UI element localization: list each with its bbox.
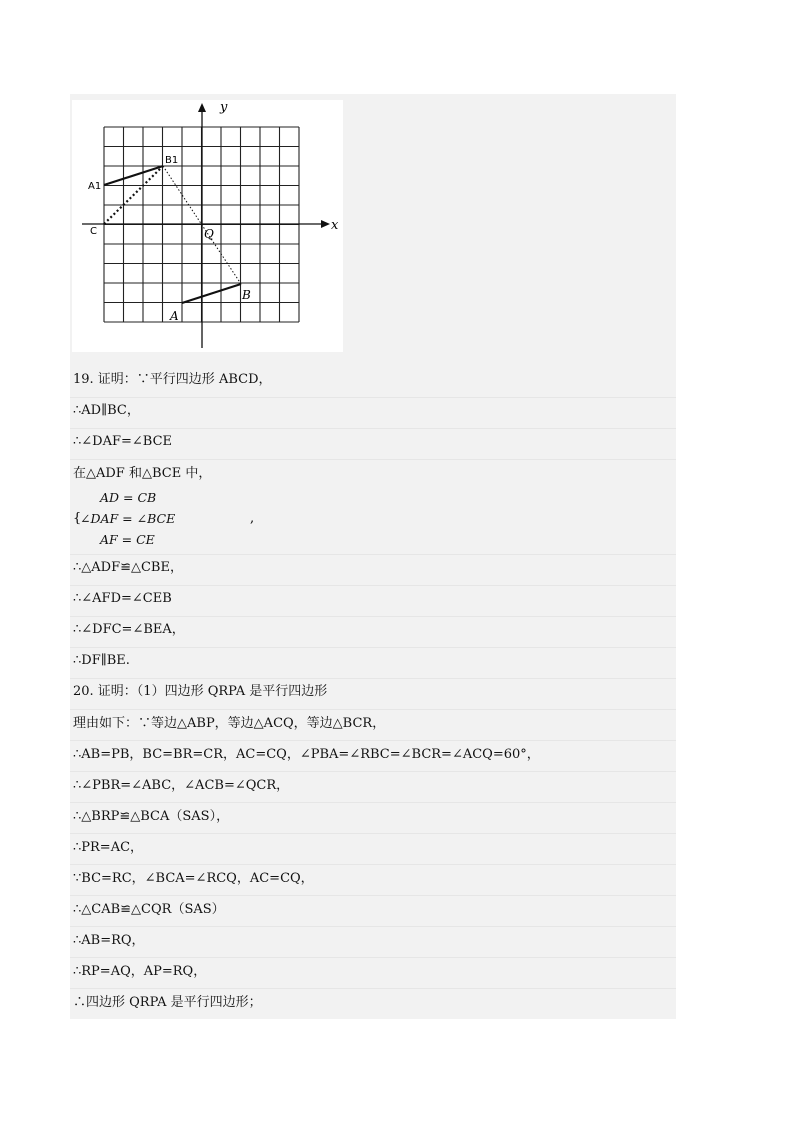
label-B1: B1 xyxy=(165,155,179,166)
system-row-3: AF = CE xyxy=(100,532,155,547)
proof-line: ∴DF∥BE. xyxy=(73,653,130,668)
system-brace: { xyxy=(73,511,82,526)
label-C: C xyxy=(90,226,97,237)
system-tail: , xyxy=(250,511,255,526)
label-A1: A1 xyxy=(88,181,102,192)
proof-line: ∴△ADF≌△CBE， xyxy=(73,560,183,575)
line-divider xyxy=(70,397,676,398)
proof-line: 19. 证明：∵平行四边形 ABCD， xyxy=(73,372,272,387)
y-axis-arrow-icon xyxy=(198,103,206,112)
proof-line: ∴∠AFD=∠CEB xyxy=(73,591,172,606)
segment-A1B1 xyxy=(104,166,163,185)
proof-line: 在△ADF 和△BCE 中， xyxy=(73,466,212,481)
line-divider xyxy=(70,647,676,648)
grid-svg xyxy=(72,100,343,352)
proof-line: ∴RP=AQ，AP=RQ， xyxy=(73,964,207,979)
x-axis-arrow-icon xyxy=(321,220,330,228)
system-row-2: ∠DAF = ∠BCE xyxy=(80,511,176,526)
x-axis-label: x xyxy=(331,218,339,233)
label-B: B xyxy=(242,288,251,302)
line-divider xyxy=(70,802,676,803)
line-divider xyxy=(70,709,676,710)
proof-line: ∴AB=PB，BC=BR=CR，AC=CQ，∠PBA=∠RBC=∠BCR=∠ACQ=60°， xyxy=(73,747,540,762)
proof-line: ∴△CAB≌△CQR（SAS） xyxy=(73,902,225,917)
proof-line: ∴AB=RQ， xyxy=(73,933,145,948)
line-divider xyxy=(70,678,676,679)
proof-line: ∴AD∥BC， xyxy=(73,403,140,418)
line-divider xyxy=(70,957,676,958)
line-divider xyxy=(70,895,676,896)
system-row-1: AD = CB xyxy=(100,490,157,505)
proof-line: 20. 证明：（1）四边形 QRPA 是平行四边形 xyxy=(73,684,328,699)
y-axis-label: y xyxy=(220,100,228,115)
label-Q: Q xyxy=(204,227,214,241)
line-divider xyxy=(70,459,676,460)
segment-AB xyxy=(182,284,241,303)
document-page xyxy=(70,94,676,1019)
proof-line: ∴∠PBR=∠ABC，∠ACB=∠QCR， xyxy=(73,778,290,793)
line-divider xyxy=(70,988,676,989)
line-divider xyxy=(70,428,676,429)
label-A: A xyxy=(170,309,179,323)
proof-line: 理由如下：∵等边△ABP，等边△ACQ，等边△BCR， xyxy=(73,716,386,731)
proof-line: ∵BC=RC，∠BCA=∠RCQ，AC=CQ， xyxy=(73,871,314,886)
line-divider xyxy=(70,771,676,772)
proof-line: ∴四边形 QRPA 是平行四边形； xyxy=(73,995,262,1010)
proof-line: ∴△BRP≌△BCA（SAS）， xyxy=(73,809,230,824)
proof-line: ∴PR=AC， xyxy=(73,840,144,855)
coordinate-grid-figure xyxy=(72,100,343,352)
proof-line: ∴∠DFC=∠BEA， xyxy=(73,622,185,637)
line-divider xyxy=(70,864,676,865)
line-divider xyxy=(70,616,676,617)
line-divider xyxy=(70,585,676,586)
line-divider xyxy=(70,833,676,834)
line-divider xyxy=(70,554,676,555)
line-divider xyxy=(70,926,676,927)
line-divider xyxy=(70,740,676,741)
proof-line: ∴∠DAF=∠BCE xyxy=(73,434,173,449)
